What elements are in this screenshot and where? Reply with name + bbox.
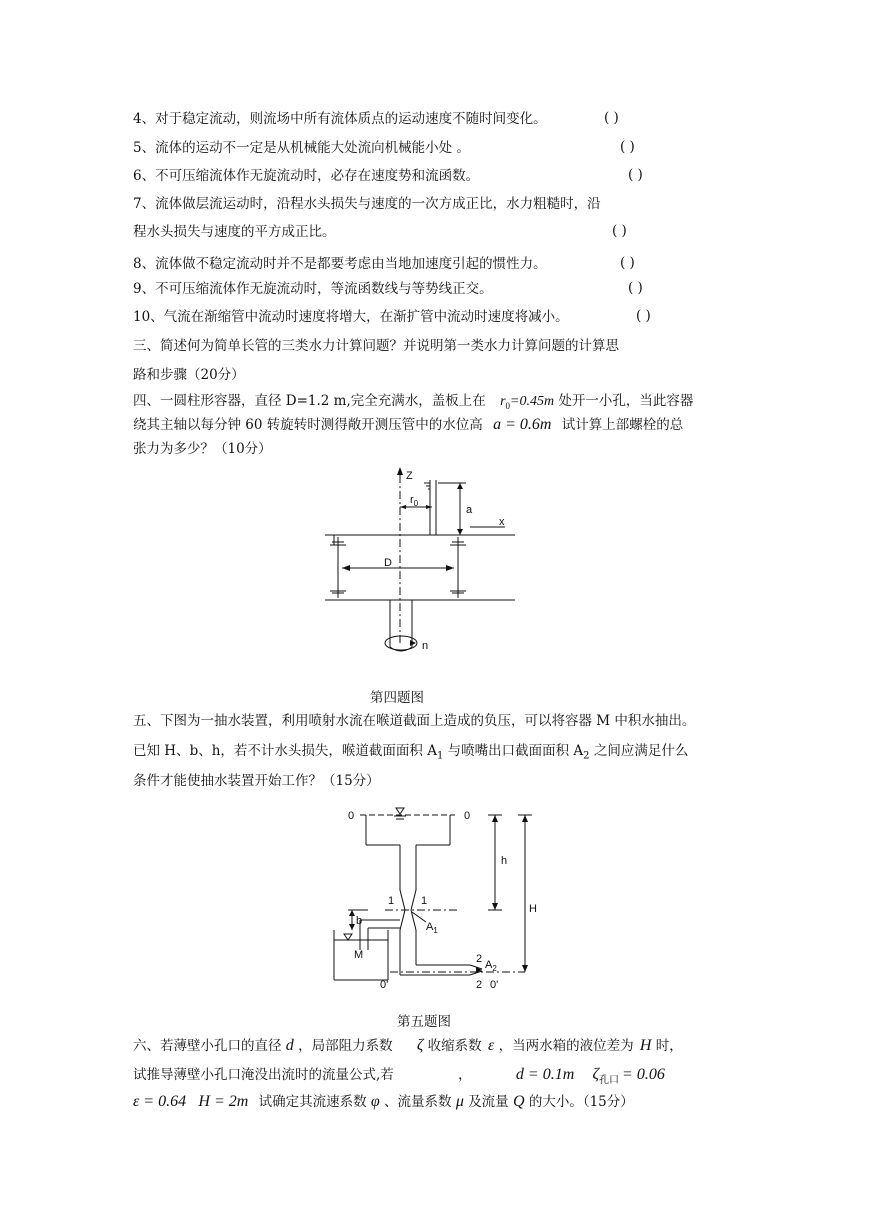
section-6-text-b: ，局部阻力系数 bbox=[298, 1038, 393, 1054]
mu-symbol: μ bbox=[455, 1093, 464, 1110]
answer-blank-6: ( ) bbox=[628, 167, 643, 183]
b-label: b bbox=[356, 915, 363, 927]
section-6-text-j: 的大小。（15分） bbox=[528, 1094, 634, 1110]
two-top-label: 2 bbox=[476, 953, 483, 965]
section-6-line1 bbox=[133, 1037, 683, 1055]
question-10: 10、气流在渐缩管中流动时速度将增大，在渐扩管中流动时速度将减小。 bbox=[133, 309, 569, 325]
d-label: D bbox=[384, 557, 392, 569]
figure-4-diagram bbox=[320, 465, 520, 675]
d-expression: d = 0.1m bbox=[515, 1066, 575, 1083]
question-5: 5、流体的运动不一定是从机械能大处流向机械能小处 。 bbox=[133, 140, 470, 156]
a1-subscript: 1 bbox=[436, 750, 444, 762]
d-symbol: d bbox=[285, 1037, 294, 1054]
section-4-text-a: 四、一圆柱形容器，直径 D=1.2 m,完全充满水，盖板上在 bbox=[133, 393, 486, 409]
figure-5-caption: 第五题图 bbox=[397, 1014, 451, 1030]
zeta-expression: $\zeta_{孔口} = 0.06$ bbox=[592, 1066, 665, 1087]
m-label: M bbox=[354, 949, 364, 961]
zeta-symbol: ζ bbox=[416, 1037, 424, 1054]
section-5-line3: 条件才能使抽水装置开始工作？（15分） bbox=[133, 773, 380, 789]
section-6-text-d: ，当两水箱的液位差为 bbox=[498, 1038, 634, 1054]
zero-prime-right-label: 0' bbox=[490, 979, 499, 991]
r0-symbol: $r_0=0.45m$ bbox=[500, 394, 555, 411]
section-3-line2: 路和步骤（20分） bbox=[133, 367, 245, 383]
question-4: 4、对于稳定流动，则流场中所有流体质点的运动速度不随时间变化。 bbox=[133, 111, 547, 127]
one-right-label: 1 bbox=[421, 895, 428, 907]
question-8: 8、流体做不稳定流动时并不是都要考虑由当地加速度引起的惯性力。 bbox=[133, 256, 547, 272]
section-6-text-g: 试确定其流速系数 bbox=[258, 1094, 367, 1110]
answer-blank-10: ( ) bbox=[636, 308, 651, 324]
a1-label: $A_1$ bbox=[426, 921, 438, 935]
h-label: h bbox=[501, 855, 508, 867]
section-6-text-f: 试推导薄壁小孔口淹没出流时的流量公式,若 bbox=[133, 1067, 394, 1083]
question-7-line1: 7、流体做层流运动时，沿程水头损失与速度的一次方成正比，水力粗糙时，沿 bbox=[133, 196, 601, 212]
epsilon-expression: ε = 0.64 bbox=[133, 1093, 187, 1110]
section-4-line3: 张力为多少？（10分） bbox=[133, 441, 272, 457]
r0-label: $r_0$ bbox=[410, 494, 419, 508]
a-label: a bbox=[466, 504, 473, 516]
answer-blank-9: ( ) bbox=[628, 280, 643, 296]
figure-4-caption: 第四题图 bbox=[370, 690, 424, 706]
zero-left-label: 0 bbox=[348, 810, 355, 822]
epsilon-symbol: ε bbox=[487, 1037, 495, 1054]
section-6-line2 bbox=[133, 1066, 665, 1090]
question-7-line2: 程水头损失与速度的平方成正比。 bbox=[133, 224, 336, 240]
answer-blank-8: ( ) bbox=[620, 255, 635, 271]
section-6-text-e: 时， bbox=[655, 1038, 683, 1054]
figure-5-diagram bbox=[330, 800, 540, 1000]
two-bottom-label: 2 bbox=[476, 979, 483, 991]
one-left-label: 1 bbox=[388, 895, 395, 907]
zero-right-label: 0 bbox=[464, 810, 471, 822]
section-5-text-c: 之间应满足什么 bbox=[589, 743, 689, 759]
question-9: 9、不可压缩流体作无旋流动时，等流函数线与等势线正交。 bbox=[133, 281, 493, 297]
section-6-text-h: 、流量系数 bbox=[384, 1094, 452, 1110]
comma: ， bbox=[458, 1067, 472, 1083]
section-5-text-a: 已知 H、b、h，若不计水头损失，喉道截面面积 A bbox=[133, 743, 437, 759]
section-6-line3 bbox=[133, 1093, 634, 1111]
section-4-text-b: 处开一小孔，当此容器 bbox=[558, 393, 694, 409]
z-axis-label: Z bbox=[406, 470, 413, 482]
section-6-text-c: 收缩系数 bbox=[427, 1038, 482, 1054]
H-expression: H = 2m bbox=[198, 1093, 249, 1110]
section-6-text-a: 六、若薄壁小孔口的直径 bbox=[133, 1038, 282, 1054]
n-label: n bbox=[422, 640, 429, 652]
section-4-text-c: 绕其主轴以每分钟 60 转旋转时测得敞开测压管中的水位高 bbox=[133, 417, 483, 433]
a2-subscript: 2 bbox=[583, 750, 590, 762]
phi-symbol: φ bbox=[370, 1093, 380, 1110]
H-label: H bbox=[529, 903, 537, 915]
H-symbol-line1: H bbox=[639, 1037, 652, 1054]
zero-prime-left-label: 0' bbox=[380, 979, 389, 991]
section-6-text-i: 及流量 bbox=[468, 1094, 509, 1110]
section-4-line2 bbox=[133, 416, 683, 434]
section-3-line1: 三、简述何为简单长管的三类水力计算问题？并说明第一类水力计算问题的计算思 bbox=[133, 338, 619, 354]
q-symbol: Q bbox=[512, 1093, 525, 1110]
x-axis-label: x bbox=[499, 516, 505, 528]
question-6: 6、不可压缩流体作无旋流动时，必存在速度势和流函数。 bbox=[133, 168, 480, 184]
section-5-line2 bbox=[133, 742, 688, 766]
section-5-text-b: 与喷嘴出口截面面积 A bbox=[443, 743, 584, 759]
section-4-line1 bbox=[133, 392, 693, 415]
a2-label: $A_2$ bbox=[485, 959, 497, 973]
answer-blank-7: ( ) bbox=[612, 223, 627, 239]
a-expression: a = 0.6m bbox=[493, 416, 552, 433]
section-4-text-d: 试计算上部螺栓的总 bbox=[561, 417, 684, 433]
answer-blank-5: ( ) bbox=[620, 139, 635, 155]
section-5-line1: 五、下图为一抽水装置，利用喷射水流在喉道截面上造成的负压，可以将容器 M 中积水抽出。 bbox=[133, 713, 696, 729]
answer-blank-4: ( ) bbox=[604, 110, 619, 126]
